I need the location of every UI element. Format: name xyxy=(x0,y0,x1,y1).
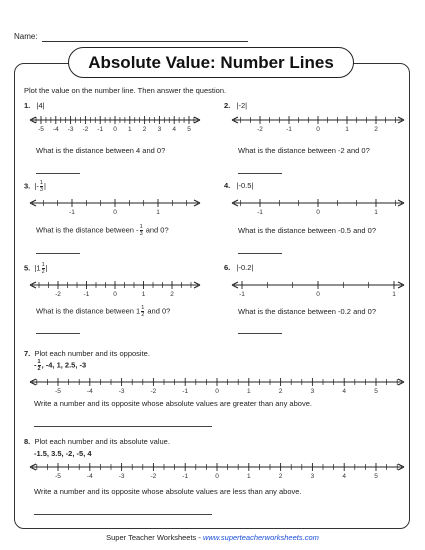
number-line-1-tick-label: 2 xyxy=(142,126,147,133)
number-line-3 xyxy=(30,197,200,219)
number-line-7-tick-label: 0 xyxy=(215,388,219,395)
number-line-2-tick-label: 2 xyxy=(374,126,378,133)
number-line-8-tick-label: -5 xyxy=(55,473,61,480)
problem-3-question: What is the distance between - $\frac{1}{3}$ and 0? xyxy=(36,224,169,237)
number-line-1-tick-label: 3 xyxy=(157,126,162,133)
number-line-8-tick-label: 0 xyxy=(215,473,219,480)
problem-5-question: What is the distance between 1 $\frac{1}{2}$ and 0? xyxy=(36,305,171,318)
number-line-7-tick-label: 3 xyxy=(310,388,315,395)
problem-8-instruction: 8. Plot each number and its absolute value. xyxy=(24,437,170,446)
number-line-1-tick-label: 0 xyxy=(113,126,117,133)
number-line-6-tick-label: 1 xyxy=(392,291,396,298)
number-line-7-tick-label: -1 xyxy=(182,388,189,395)
problem-1-expression: |4| xyxy=(36,101,45,110)
problem-4-expression: |-0.5| xyxy=(236,181,254,190)
footer xyxy=(0,533,425,542)
number-line-2 xyxy=(232,114,404,136)
name-label: Name: xyxy=(14,32,38,41)
number-line-5-tick-label: 1 xyxy=(141,291,146,298)
number-line-8-tick-label: -4 xyxy=(86,473,93,480)
number-line-7-tick-label: 5 xyxy=(374,388,378,395)
problem-5-number: 5. xyxy=(24,263,31,273)
number-line-1-tick-label: -2 xyxy=(82,126,89,133)
problem-3-answer-line[interactable] xyxy=(36,253,80,254)
problem-4-prompt xyxy=(224,181,253,190)
problem-6-number: 6. xyxy=(224,263,231,272)
number-line-4-tick-label: -1 xyxy=(257,209,263,216)
number-line-4-tick-label: 1 xyxy=(374,209,378,216)
problem-5-fraction: $\frac{1}{2}$ xyxy=(41,262,45,275)
problem-2-number: 2. xyxy=(224,101,231,110)
problem-6-expression: |-0.2| xyxy=(236,263,254,272)
number-line-8-tick-label: 1 xyxy=(246,473,251,480)
problem-3-number: 3. xyxy=(24,181,31,191)
number-line-3-tick-label: -1 xyxy=(69,209,75,216)
number-line-2-tick-label: -1 xyxy=(286,126,292,133)
problem-2-question: What is the distance between -2 and 0? xyxy=(238,146,370,155)
name-field[interactable] xyxy=(42,41,248,42)
footer-text: Super Teacher Worksheets - xyxy=(106,533,203,542)
number-line-6 xyxy=(232,279,404,301)
problem-8-question: Write a number and its opposite whose absolute values are less than any above. xyxy=(34,487,302,496)
number-line-5-tick-label: -1 xyxy=(83,291,90,298)
problem-5-prompt xyxy=(24,262,48,275)
number-line-8-tick-label: -3 xyxy=(118,473,125,480)
problem-3-prompt xyxy=(24,180,46,193)
problem-5-answer-line[interactable] xyxy=(36,333,80,334)
number-line-8-tick-label: 2 xyxy=(278,473,283,480)
number-line-4-tick-label: 0 xyxy=(316,209,320,216)
number-line-8-tick-label: 3 xyxy=(310,473,315,480)
number-line-1-tick-label: -4 xyxy=(52,126,59,133)
number-line-5 xyxy=(30,279,200,301)
footer-link[interactable]: www.superteacherworksheets.com xyxy=(202,533,319,542)
number-line-8-tick-label: -2 xyxy=(150,473,157,480)
number-line-5-tick-label: -2 xyxy=(55,291,61,298)
number-line-7 xyxy=(30,376,404,398)
problem-5-expression-prefix: |1 xyxy=(34,263,41,273)
number-line-1-tick-label: -5 xyxy=(38,126,44,133)
number-line-7-tick-label: -3 xyxy=(118,388,125,395)
problem-6-question: What is the distance between -0.2 and 0? xyxy=(238,307,377,316)
number-line-3-tick-label: 0 xyxy=(113,209,117,216)
problem-8-answer-line[interactable] xyxy=(34,514,212,515)
number-line-1-tick-label: 1 xyxy=(127,126,132,133)
number-line-8-tick-label: -1 xyxy=(182,473,189,480)
number-line-2-tick-label: -2 xyxy=(257,126,263,133)
number-line-2-tick-label: 0 xyxy=(316,126,320,133)
problem-4-number: 4. xyxy=(224,181,231,190)
number-line-5-tick-label: 2 xyxy=(170,291,174,298)
problem-7-values: - $\frac{1}{2}$ , -4, 1, 2.5, -3 xyxy=(34,359,87,372)
number-line-2-tick-label: 1 xyxy=(345,126,349,133)
problem-1-answer-line[interactable] xyxy=(36,173,80,174)
number-line-1-tick-label: 4 xyxy=(172,126,177,133)
problem-5-expression-suffix: | xyxy=(45,263,48,273)
number-line-1-tick-label: 5 xyxy=(187,126,191,133)
problem-7-instruction: 7. Plot each number and its opposite. xyxy=(24,349,150,358)
problem-1-number: 1. xyxy=(24,101,31,110)
number-line-6-tick-label: 0 xyxy=(316,291,320,298)
problem-6-answer-line[interactable] xyxy=(238,333,282,334)
problem-2-expression: |-2| xyxy=(236,101,248,110)
problem-8-values: -1.5, 3.5, -2, -5, 4 xyxy=(34,449,92,458)
number-line-1-tick-label: -3 xyxy=(67,126,74,133)
problem-4-answer-line[interactable] xyxy=(238,253,282,254)
problem-3-expression-suffix: | xyxy=(43,181,46,191)
number-line-1 xyxy=(30,114,200,136)
number-line-7-tick-label: 2 xyxy=(278,388,283,395)
number-line-6-tick-label: -1 xyxy=(239,291,245,298)
number-line-8-tick-label: 4 xyxy=(342,473,347,480)
problem-7-question: Write a number and its opposite whose absolute values are greater than any above. xyxy=(34,399,312,408)
number-line-7-tick-label: -2 xyxy=(150,388,157,395)
number-line-5-tick-label: 0 xyxy=(113,291,117,298)
problem-3-expression-prefix: |- xyxy=(34,181,39,191)
problem-6-prompt xyxy=(224,263,253,272)
problem-4-question: What is the distance between -0.5 and 0? xyxy=(238,226,377,235)
problem-2-prompt xyxy=(224,101,247,110)
number-line-8 xyxy=(30,461,404,483)
number-line-7-tick-label: 1 xyxy=(246,388,251,395)
number-line-7-tick-label: -5 xyxy=(55,388,61,395)
problem-2-answer-line[interactable] xyxy=(238,173,282,174)
problem-3-fraction: $\frac{1}{3}$ xyxy=(39,180,43,193)
number-line-8-tick-label: 5 xyxy=(374,473,378,480)
problem-1-prompt xyxy=(24,101,45,110)
page-title: Absolute Value: Number Lines xyxy=(68,47,354,78)
number-line-7-tick-label: -4 xyxy=(86,388,93,395)
instructions: Plot the value on the number line. Then answer the question. xyxy=(24,86,227,95)
number-line-7-tick-label: 4 xyxy=(342,388,347,395)
number-line-1-tick-label: -1 xyxy=(97,126,104,133)
problem-7-answer-line[interactable] xyxy=(34,426,212,427)
number-line-4 xyxy=(232,197,404,219)
number-line-3-tick-label: 1 xyxy=(156,209,160,216)
problem-1-question: What is the distance between 4 and 0? xyxy=(36,146,166,155)
